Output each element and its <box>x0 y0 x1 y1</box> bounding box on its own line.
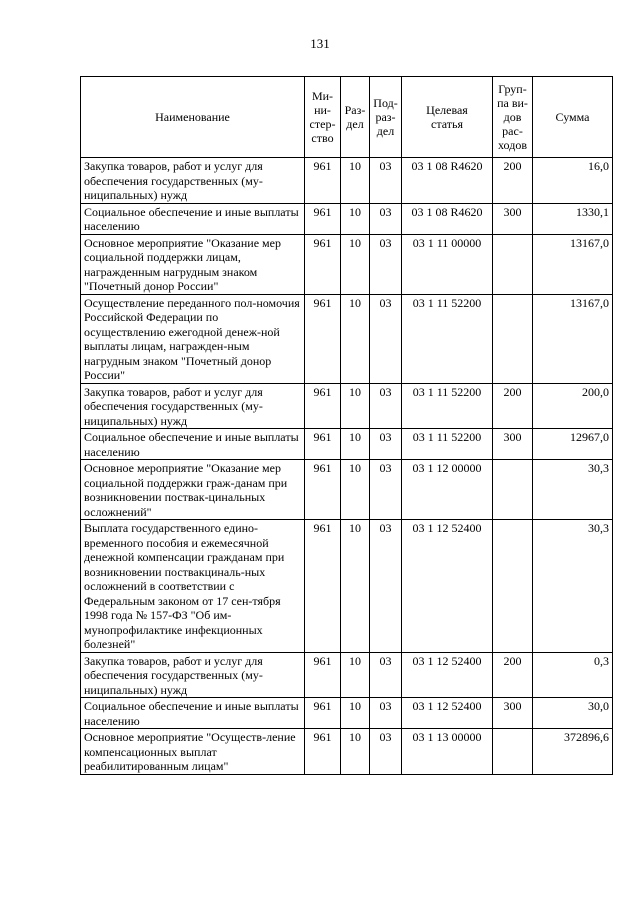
cell-sum: 372896,6 <box>533 729 613 775</box>
cell-target: 03 1 12 52400 <box>402 652 493 698</box>
cell-name: Социальное обеспечение и иные выплаты населению <box>81 429 305 460</box>
cell-ministry: 961 <box>305 294 341 383</box>
table-row <box>81 460 613 520</box>
cell-sum: 12967,0 <box>533 429 613 460</box>
cell-section: 10 <box>341 729 370 775</box>
cell-ministry: 961 <box>305 203 341 234</box>
cell-sum: 13167,0 <box>533 294 613 383</box>
budget-table <box>80 76 613 775</box>
cell-sum: 0,3 <box>533 652 613 698</box>
table-row <box>81 294 613 383</box>
header-ministry: Ми- ни- стер- ство <box>305 77 341 158</box>
cell-section: 10 <box>341 698 370 729</box>
cell-ministry: 961 <box>305 520 341 653</box>
cell-name: Основное мероприятие "Оказание мер социальной поддержки граж-данам при возникновении поствак-цинальных осложнений" <box>81 460 305 520</box>
cell-section: 10 <box>341 294 370 383</box>
cell-ministry: 961 <box>305 383 341 429</box>
cell-ministry: 961 <box>305 698 341 729</box>
cell-section: 10 <box>341 383 370 429</box>
cell-target: 03 1 08 R4620 <box>402 203 493 234</box>
table-row <box>81 652 613 698</box>
table-row <box>81 158 613 204</box>
cell-name: Закупка товаров, работ и услуг для обеспечения государственных (му-ниципальных) нужд <box>81 652 305 698</box>
cell-subsection: 03 <box>370 652 402 698</box>
cell-name: Закупка товаров, работ и услуг для обеспечения государственных (му-ниципальных) нужд <box>81 158 305 204</box>
table-row <box>81 234 613 294</box>
cell-sum: 30,3 <box>533 460 613 520</box>
cell-sum: 1330,1 <box>533 203 613 234</box>
header-subsection: Под- раз- дел <box>370 77 402 158</box>
table-row <box>81 520 613 653</box>
header-target: Целевая статья <box>402 77 493 158</box>
cell-name: Закупка товаров, работ и услуг для обеспечения государственных (му-ниципальных) нужд <box>81 383 305 429</box>
cell-subsection: 03 <box>370 383 402 429</box>
cell-group <box>493 520 533 653</box>
cell-ministry: 961 <box>305 158 341 204</box>
cell-group: 300 <box>493 698 533 729</box>
cell-group <box>493 460 533 520</box>
cell-group <box>493 729 533 775</box>
cell-subsection: 03 <box>370 429 402 460</box>
cell-section: 10 <box>341 520 370 653</box>
cell-group: 200 <box>493 652 533 698</box>
cell-section: 10 <box>341 652 370 698</box>
header-group: Груп- па ви- дов рас- ходов <box>493 77 533 158</box>
cell-subsection: 03 <box>370 203 402 234</box>
cell-target: 03 1 11 52200 <box>402 294 493 383</box>
header-section: Раз- дел <box>341 77 370 158</box>
cell-subsection: 03 <box>370 460 402 520</box>
table-row <box>81 383 613 429</box>
cell-group <box>493 234 533 294</box>
cell-subsection: 03 <box>370 294 402 383</box>
cell-name: Выплата государственного едино-временного пособия и ежемесячной денежной компенсации гражданам при возникновении поствакциналь-ных осложнений в соответствии с Федеральным законом от 17 сен-тября 1998 года № 157-ФЗ "Об им-мунопрофилактике инфекционных болезней" <box>81 520 305 653</box>
cell-ministry: 961 <box>305 652 341 698</box>
cell-group: 200 <box>493 383 533 429</box>
cell-section: 10 <box>341 203 370 234</box>
cell-sum: 200,0 <box>533 383 613 429</box>
cell-section: 10 <box>341 429 370 460</box>
cell-ministry: 961 <box>305 234 341 294</box>
page-number: 131 <box>310 36 330 51</box>
cell-ministry: 961 <box>305 429 341 460</box>
cell-section: 10 <box>341 460 370 520</box>
table-row <box>81 429 613 460</box>
cell-group: 200 <box>493 158 533 204</box>
header-sum: Сумма <box>533 77 613 158</box>
cell-name: Основное мероприятие "Оказание мер социальной поддержки лицам, награжденным нагрудным знаком "Почетный донор России" <box>81 234 305 294</box>
cell-target: 03 1 11 00000 <box>402 234 493 294</box>
cell-name: Осуществление переданного пол-номочия Российской Федерации по осуществлению ежегодной денеж-ной выплаты лицам, награжден-ным нагрудным знаком "Почетный донор России" <box>81 294 305 383</box>
cell-group <box>493 294 533 383</box>
cell-target: 03 1 13 00000 <box>402 729 493 775</box>
cell-name: Основное мероприятие "Осуществ-ление компенсационных выплат реабилитированным лицам" <box>81 729 305 775</box>
cell-group: 300 <box>493 203 533 234</box>
table-header-row <box>81 77 613 158</box>
cell-subsection: 03 <box>370 234 402 294</box>
cell-subsection: 03 <box>370 729 402 775</box>
cell-subsection: 03 <box>370 520 402 653</box>
cell-target: 03 1 12 00000 <box>402 460 493 520</box>
cell-target: 03 1 11 52200 <box>402 429 493 460</box>
cell-target: 03 1 08 R4620 <box>402 158 493 204</box>
cell-target: 03 1 11 52200 <box>402 383 493 429</box>
header-name: Наименование <box>81 77 305 158</box>
cell-sum: 13167,0 <box>533 234 613 294</box>
cell-section: 10 <box>341 234 370 294</box>
cell-target: 03 1 12 52400 <box>402 698 493 729</box>
cell-name: Социальное обеспечение и иные выплаты населению <box>81 203 305 234</box>
cell-ministry: 961 <box>305 460 341 520</box>
cell-name: Социальное обеспечение и иные выплаты населению <box>81 698 305 729</box>
cell-sum: 16,0 <box>533 158 613 204</box>
cell-group: 300 <box>493 429 533 460</box>
table-row <box>81 698 613 729</box>
table-row <box>81 729 613 775</box>
cell-sum: 30,3 <box>533 520 613 653</box>
cell-subsection: 03 <box>370 158 402 204</box>
cell-section: 10 <box>341 158 370 204</box>
cell-ministry: 961 <box>305 729 341 775</box>
cell-sum: 30,0 <box>533 698 613 729</box>
cell-target: 03 1 12 52400 <box>402 520 493 653</box>
table-row <box>81 203 613 234</box>
cell-subsection: 03 <box>370 698 402 729</box>
